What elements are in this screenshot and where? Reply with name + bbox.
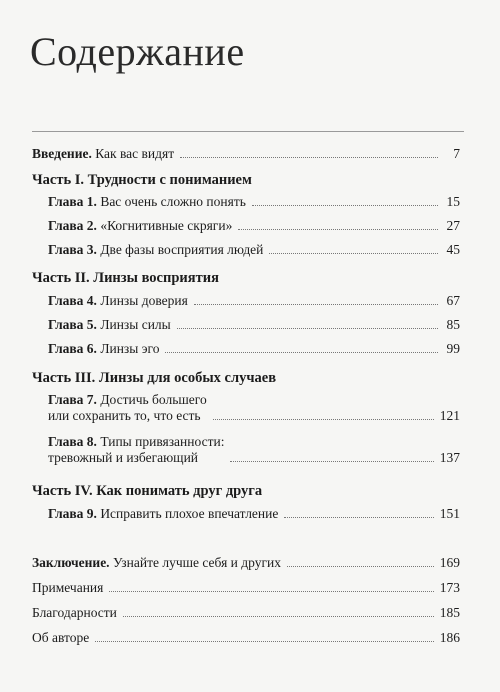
page-number: 7 bbox=[453, 146, 460, 161]
toc-entry-chapter[interactable] bbox=[48, 317, 460, 333]
page-number: 15 bbox=[446, 194, 460, 209]
page-number: 151 bbox=[439, 506, 460, 521]
dot-leader bbox=[109, 590, 433, 592]
part-heading[interactable]: Часть IV. Как понимать друг друга bbox=[32, 483, 263, 499]
dot-leader bbox=[165, 351, 438, 353]
toc-entry-chapter[interactable] bbox=[48, 341, 460, 357]
dot-leader bbox=[123, 615, 434, 617]
toc-entry-notes[interactable] bbox=[32, 580, 460, 596]
part-heading[interactable]: Часть I. Трудности с пониманием bbox=[32, 172, 252, 188]
entry-label: Глава 7. bbox=[48, 392, 97, 407]
entry-title: Линзы силы bbox=[100, 317, 171, 332]
toc-entry-chapter[interactable] bbox=[48, 506, 460, 522]
toc-entry-intro[interactable] bbox=[32, 146, 460, 162]
page-number: 137 bbox=[439, 450, 460, 465]
page-number: 186 bbox=[439, 630, 460, 645]
entry-label: Заключение. bbox=[32, 555, 110, 570]
toc-entry-conclusion[interactable] bbox=[32, 555, 460, 571]
entry-title: Вас очень сложно понять bbox=[100, 194, 246, 209]
entry-title: Исправить плохое впечатление bbox=[100, 506, 279, 521]
dot-leader bbox=[284, 516, 433, 518]
entry-title-line2: тревожный и избегающий bbox=[48, 450, 199, 465]
divider-rule bbox=[32, 131, 464, 132]
entry-label: Глава 4. bbox=[48, 293, 97, 308]
page-number: 121 bbox=[439, 408, 460, 423]
entry-label: Глава 3. bbox=[48, 242, 97, 257]
part-heading[interactable]: Часть II. Линзы восприятия bbox=[32, 270, 219, 286]
entry-title: «Когнитивные скряги» bbox=[100, 218, 233, 233]
toc-entry-chapter[interactable] bbox=[48, 194, 460, 210]
toc-entry-chapter[interactable] bbox=[48, 434, 460, 466]
entry-title: Благодарности bbox=[32, 605, 117, 620]
entry-label: Глава 2. bbox=[48, 218, 97, 233]
entry-label: Введение. bbox=[32, 146, 92, 161]
dot-leader bbox=[252, 204, 438, 206]
entry-title: Достичь большего bbox=[100, 392, 207, 407]
entry-title: Типы привязанности: bbox=[100, 434, 225, 449]
toc-entry-acknowledgements[interactable] bbox=[32, 605, 460, 621]
dot-leader bbox=[230, 460, 433, 462]
dot-leader bbox=[287, 565, 434, 567]
entry-title: Две фазы восприятия людей bbox=[100, 242, 264, 257]
entry-title-line2: или сохранить то, что есть bbox=[48, 408, 201, 423]
toc-entry-chapter[interactable] bbox=[48, 242, 460, 258]
entry-title: Об авторе bbox=[32, 630, 90, 645]
page-number: 45 bbox=[446, 242, 460, 257]
entry-title: Линзы доверия bbox=[100, 293, 188, 308]
entry-label: Глава 8. bbox=[48, 434, 97, 449]
dot-leader bbox=[213, 418, 434, 420]
page-number: 27 bbox=[446, 218, 460, 233]
entry-title: Узнайте лучше себя и других bbox=[112, 555, 281, 570]
page-number: 67 bbox=[446, 293, 460, 308]
page-title: Содержание bbox=[30, 29, 245, 74]
dot-leader bbox=[95, 640, 434, 642]
page-number: 99 bbox=[446, 341, 460, 356]
entry-title: Как вас видят bbox=[95, 146, 175, 161]
toc-entry-chapter[interactable] bbox=[48, 293, 460, 309]
dot-leader bbox=[180, 156, 438, 158]
entry-title: Примечания bbox=[32, 580, 104, 595]
dot-leader bbox=[238, 228, 438, 230]
part-heading[interactable]: Часть III. Линзы для особых случаев bbox=[32, 370, 277, 386]
toc-entry-about-author[interactable] bbox=[32, 630, 460, 646]
entry-label: Глава 9. bbox=[48, 506, 97, 521]
dot-leader bbox=[177, 327, 438, 329]
toc-entry-chapter[interactable] bbox=[48, 392, 460, 424]
dot-leader bbox=[194, 303, 438, 305]
page-number: 185 bbox=[439, 605, 460, 620]
page-number: 85 bbox=[446, 317, 460, 332]
toc-entry-chapter[interactable] bbox=[48, 218, 460, 234]
dot-leader bbox=[269, 252, 438, 254]
entry-label: Глава 6. bbox=[48, 341, 97, 356]
page-number: 169 bbox=[439, 555, 460, 570]
entry-label: Глава 1. bbox=[48, 194, 97, 209]
entry-label: Глава 5. bbox=[48, 317, 97, 332]
entry-title: Линзы эго bbox=[100, 341, 160, 356]
page-number: 173 bbox=[439, 580, 460, 595]
